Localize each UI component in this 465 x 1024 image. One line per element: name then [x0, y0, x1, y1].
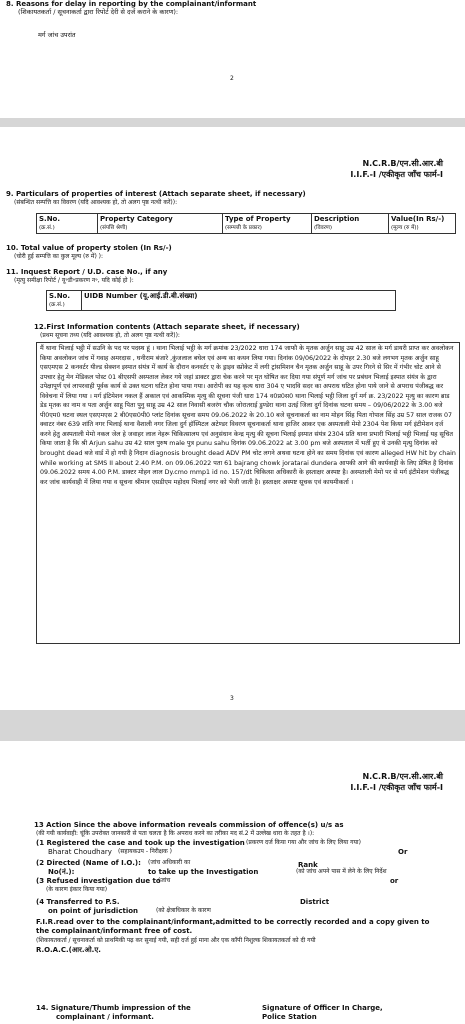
section-12-hindi: (प्रथम सूचना तथ्य (यदि आवश्यक हो, तो अलग पृष्ठ नत्थी करें)): [40, 332, 180, 339]
or-label-2: or [390, 877, 399, 885]
action-2-rest: to take up the Investigation [148, 868, 259, 876]
document-page-4 [0, 741, 465, 1024]
section-12-title: 12.First Information contents (Attach separate sheet, if necessary) [34, 323, 300, 331]
fir-content-text: मैं थाना भिलाई भट्ठी में सउनि के पद पर पदस्थ हूं । थाना भिलाई भट्ठी के मर्ग क्रमांक 23/2022 धारा 174 जाफौ के मृतक अर्जुन साहू उम्र 42 साल के मर्ग डायरी प्राप्त कर अवलोकन किया अवलोकन जांच में गवाह अमरदास , घनीराम बंजारे ,कुंजलाल बघेल एवं अन्य का कथन लिया गया। दिनांक 09/06/2022 के दोपहर 2.30 बजे लगभग मृतक अर्जुन साहू एसएमएस 2 कनवर्टर यील्ड सेक्शन इस्पात संयंत्र में कार्य के दौरान कनवर्टर ए के ड्राइव स्प्रोकेट में लगी ट्रांसमिशन चैन मृतक अर्जुन साहू के उपर गिरने से सिर में गंभीर चोट आने से उपचार हेतु मेन मेडिकल पोस्ट 01 बीएसपी अस्पताल लेकर गये जहां डाक्टर द्वारा चेक करने पर मृत घोषित कर दिया गया संपूर्ण मर्ग जांच पर प्रबंधन भिलाई इस्पात संयंत्र के द्वारा उपेक्षापूर्ण एवं लापरवाही पूर्वक कार्य से उक्त घटना घटित होना पाया गया। आरोपी का यह कृत्य धारा 304 ए भादवि सदर का अपराध घटित होना पाये जाने से अपराध पंजीबद्ध कर विवेचना में लिया गया । मर्ग इंटिमेशन नकल हैं अकाल एवं आकस्मिक मृत्यु की सूचना पंजी धारा 174 व0प्र0स0 थाना भिलाई भट्ठी जिला दुर्ग मर्ग क्र. 23/2022 मृत्यु का कारण ब्राड डेड मृतक का नाम व पता अर्जुन साहू पिता पुनु साहू उम्र 42 साल निवासी बजरंग चौक जोरातराई डुण्डेरा थाना उतई जिला दुर्ग दिनांक घटना समय – 09/06/2022 के 3.00 बजे पी0एम0 घटना स्थल एसएमएस 2 बी0एस0पी0 प्लांट दिनांक सूचना समय 09.06.2022 के 20.10 बजे सूचनाकर्ता का नाम मोहन सिंह पिता गोपाल सिंह उम्र 57 साल राजक 07 क्वाटर नंबर 639 शांति नगर भिलाई थाना वैशाली नगर जिला दुर्ग हॉस्पिटल अटेण्डर विवरण सूचनाकर्ता थाना हाजिर आकर एक अस्पताली मेमो 2304 पेश किया मर्ग इंटीमेशन दर्ज करने हेतु अस्पताली मेमो नकल जेल हे जवाहर लाल नेहरू चिकित्सालय एवं अनुसंधान केन्द्र मृत्यु की सूचना भिलाई इस्पात संयंत्र 2304 प्रति थाना प्रभारी भिलाई भट्ठी भिलाई यह सूचित किया जाता है कि श्री Arjun sahu उम्र 42 साल पुरुष male पुत्र punu sahu दिनांक 09.06.2022 at 3.00 pm बजे अस्पताल में भर्ती हुए थे उनकी मृत्यु दिनांक को brought dead बजे वार्ड में हो गयी है निदान diagnosis brought dead ADV PM चोट लगने अथवा घटना होने का समय दिनांक एवं कारण alleged HW hit by chain while working at SMS II about 2.40 P.M. on 09.06.2022 पता 61 bajrang chowk joratarai dundera आपकी आगे की कार्यवाही के लिए प्रेषित है दिनांक 09.06.2022 समय 4.00 P.M. डाक्टर मोहन लाल Dy.cmo mmp1 id no. 157/dt चिकित्सा अधिकारी के हस्ताक्षर अस्पष्ट है। अस्पताली मेमो पर से मर्ग इंटीमेशन पंजीबद्ध कर जांच कार्यवाही में लिया गया व सूचना श्रीमान एसडीएम महोदय भिलाई नगर को भेजी जाती है। हस्ताक्षर अस्पष्ट सूचक एवं कायमीकर्ता । [40, 345, 456, 486]
no-label: No(नं.): [48, 868, 75, 876]
document-page-3 [0, 127, 465, 710]
officer-signature-label: Signature of Officer In Charge, [262, 1004, 383, 1012]
section-9-title: 9. Particulars of properties of interest (Attach separate sheet, if necessary) [6, 190, 306, 198]
police-station-label: Police Station [262, 1013, 317, 1021]
col-type-of-property: Type of Property (सम्पत्ती के प्रकार) [223, 214, 312, 234]
section-8-hindi: (शिकायतकर्ता / सूचनाकर्ता द्वारा रिपोर्ट देरी से दर्ज कराने के कारण): [18, 8, 179, 16]
action-2-rest-hindi: (को जांच अपने पास में लेने के लिए निर्देश [296, 868, 387, 875]
action-1-hindi: (प्रकरण दर्ज किया गया और जांच के लिए लिया गया) [246, 839, 361, 846]
or-label-1: Or [398, 848, 408, 856]
section-13-title: 13 Action Since the above information reveals commission of offence(s) u/s as [34, 821, 344, 829]
action-1-title: (1 Registered the case and took up the investigation [36, 839, 245, 847]
property-table [36, 213, 456, 234]
section-14-line-2: complainant / informant. [56, 1013, 154, 1021]
jurisdiction-text: on point of jurisdiction [48, 907, 139, 915]
header-form: I.I.F.-I /एकीकृत जाँच फार्म-I [350, 170, 443, 179]
action-3-hindi: (जांच [158, 877, 171, 884]
header-ncrb: N.C.R.B/एन.सी.आर.बी [362, 159, 443, 168]
action-4-title: (4 Transferred to P.S. [36, 898, 120, 906]
action-3-hindi-2: (के कारण इंकार किया गया) [46, 886, 108, 893]
rank-label: Rank [298, 861, 318, 869]
section-10-title: 10. Total value of property stolen (In Rs/-) [6, 244, 172, 252]
jurisdiction-hindi: (को क्षेत्राधिकार के कारण [156, 907, 211, 914]
fir-read-hindi: (शिकायतकर्ता / सूचनाकर्ता को प्राथमिकी पढ़ कर सुनाई गयी, सही दर्ज हुई माना और एक कॉपी निशुल्क शिकायतकर्ता को दी गयी [36, 937, 316, 944]
section-9-hindi: (संबन्धित सम्पत्ति का विवरण (यदि आवश्यक हो, तो अलग पृष्ठ नत्थी करें)): [14, 199, 178, 206]
section-8-value: मर्ग जांच उपरांत [38, 31, 76, 39]
roac-label: R.O.A.C.(आर.ओ.ए. [36, 946, 101, 954]
action-3-title: (3 Refused investigation due to [36, 877, 161, 885]
district-label: District [300, 898, 330, 906]
col-property-category: Property Category (संपत्ति श्रेणी) [98, 214, 223, 234]
fir-content-box [36, 342, 460, 644]
officer-name: Bharat Choudhary [48, 848, 112, 856]
section-11-hindi: (मृत्यु समीक्षा रिपोर्ट / यू॰डी॰प्रकरण न॰, यदि कोई हो ): [14, 277, 134, 284]
uidb-number: UIDB Number (यू.आई.डी.बी.संख्या) [82, 291, 396, 311]
section-10-hindi: (चोरी हुई सम्पत्ति का कुल मूल्य (रु में) ): [14, 253, 104, 260]
officer-rank: (सहायकउप - निरीक्षक ) [118, 848, 172, 855]
action-2-title: (2 Directed (Name of I.O.): [36, 859, 141, 867]
page-number: 3 [230, 695, 234, 702]
col-description: Description (विवरण) [312, 214, 389, 234]
header-ncrb: N.C.R.B/एन.सी.आर.बी [362, 772, 443, 781]
section-14-title: 14. Signature/Thumb impression of the [36, 1004, 191, 1012]
section-11-title: 11. Inquest Report / U.D. case No., if any [6, 268, 168, 276]
fir-read-statement: F.I.R.read over to the complainant/informant,admitted to be correctly recorded and a copy given to the complainant/informant free of cost. [36, 918, 430, 935]
col-value: Value(In Rs/-) (मूल्य (रु में)) [389, 214, 456, 234]
uidb-table [46, 290, 396, 311]
header-form: I.I.F.-I /एकीकृत जाँच फार्म-I [350, 783, 443, 792]
section-8-title: 8. Reasons for delay in reporting by the complainant/informant [6, 0, 257, 8]
page-number: 2 [230, 75, 234, 82]
col-sno: S.No. (क्र.सं.) [37, 214, 98, 234]
document-page-2 [0, 0, 465, 118]
uidb-sno: S.No. (क्र.सं.) [47, 291, 82, 311]
section-13-hindi: (की गयी कार्यवाही: चूंकि उपरोक्त जानकारी से पता चलता है कि अपराध करने का तरीका मद सं.2 में उल्लेख धारा के तहत है ।): [36, 830, 315, 837]
action-2-hindi: (जांच अधिकारी का [148, 859, 191, 866]
